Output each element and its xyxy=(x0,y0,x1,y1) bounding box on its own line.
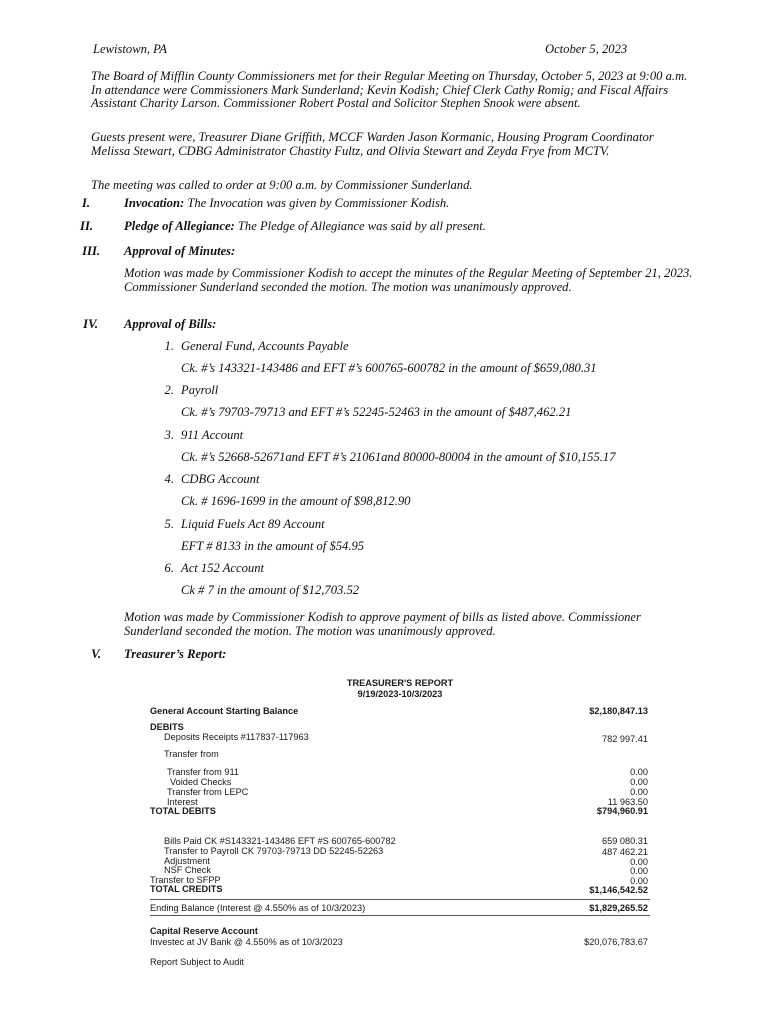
transfer-lepc-label: Transfer from LEPC xyxy=(167,787,249,797)
deposits-value: 782 997.41 xyxy=(602,734,648,744)
transfer-sfpp-value: 0.00 xyxy=(630,876,648,886)
section-title: Approval of Bills: xyxy=(124,317,217,331)
section-title: Treasurer’s Report: xyxy=(124,647,227,661)
bill-name: CDBG Account xyxy=(181,472,260,486)
transfer-911-label: Transfer from 911 xyxy=(167,767,239,777)
section-heading xyxy=(124,197,449,211)
bills-motion-text: Motion was made by Commissioner Kodish to approve payment of bills as listed above. Commissioner Sunderland seconded the motion. The motion was unanimously approved. xyxy=(124,610,641,638)
nsf-check-value: 0.00 xyxy=(630,866,648,876)
starting-balance-value: $2,180,847.13 xyxy=(589,706,648,716)
section-title: Pledge of Allegiance: xyxy=(124,219,235,233)
section-title: Approval of Minutes: xyxy=(124,244,236,258)
bills-paid-value: 659 080.31 xyxy=(602,836,648,846)
interest-label: Interest xyxy=(167,797,198,807)
bill-name: Act 152 Account xyxy=(181,561,265,575)
header-date: October 5, 2023 xyxy=(545,42,628,56)
section-number: IV. xyxy=(83,317,98,331)
section-number: I. xyxy=(81,196,90,210)
report-title: TREASURER'S REPORT xyxy=(346,678,454,688)
voided-checks-value: 0.00 xyxy=(630,777,648,787)
transfer-lepc-value: 0.00 xyxy=(630,787,648,797)
total-debits-label: TOTAL DEBITS xyxy=(150,806,216,816)
deposits-label: Deposits Receipts #117837-117963 xyxy=(164,732,309,742)
bill-detail: EFT # 8133 in the amount of $54.95 xyxy=(181,539,365,553)
bills-paid-label: Bills Paid CK #S143321-143486 EFT #S 600765-600782 xyxy=(164,836,396,846)
total-credits-value: $1,146,542.52 xyxy=(589,885,648,895)
transfer-payroll-value: 487 462.21 xyxy=(602,847,648,857)
invested-value: $20,076,783.67 xyxy=(584,937,648,947)
voided-checks-label: Voided Checks xyxy=(170,777,232,787)
bill-detail: Ck # 7 in the amount of $12,703.52 xyxy=(181,583,360,597)
bill-detail: Ck. # 1696-1699 in the amount of $98,812.90 xyxy=(181,494,411,508)
section-number: III. xyxy=(82,244,100,258)
section-number: II. xyxy=(80,219,93,233)
section-heading xyxy=(124,220,486,234)
bill-detail: Ck. #’s 143321-143486 and EFT #’s 600765-600782 in the amount of $659,080.31 xyxy=(181,361,597,375)
transfer-from-label: Transfer from xyxy=(164,749,219,759)
bill-detail: Ck. #’s 79703-79713 and EFT #’s 52245-52463 in the amount of $487,462.21 xyxy=(181,405,572,419)
bill-name: General Fund, Accounts Payable xyxy=(181,339,349,353)
section-number: V. xyxy=(91,647,101,661)
bill-number: 3. xyxy=(164,428,174,442)
guests-paragraph: Guests present were, Treasurer Diane Griffith, MCCF Warden Jason Kormanic, Housing Program Coordinator Melissa Stewart, CDBG Administrator Chastity Fultz, and Olivia Stewart and Zeyda Frye from MCTV. xyxy=(91,130,654,158)
minutes-motion-text: Motion was made by Commissioner Kodish to accept the minutes of the Regular Meeting of September 21, 2023. Commissioner Sunderland seconded the motion. The motion was unanimously approved. xyxy=(124,266,693,294)
nsf-check-label: NSF Check xyxy=(164,865,211,875)
transfer-911-value: 0.00 xyxy=(630,767,648,777)
attendance-paragraph: The Board of Mifflin County Commissioners met for their Regular Meeting on Thursday, October 5, 2023 at 9:00 a.m. In attendance were Commissioners Mark Sunderland; Kevin Kodish; Chief Clerk Cathy Romig; and Fiscal Affairs Assistant Charity Larson. Commissioner Robert Postal and Solicitor Stephen Snook were absent. xyxy=(91,69,688,111)
bill-number: 5. xyxy=(164,517,174,531)
bill-name: 911 Account xyxy=(181,428,244,442)
bill-number: 6. xyxy=(164,561,174,575)
audit-note: Report Subject to Audit xyxy=(150,957,244,967)
bill-detail: Ck. #’s 52668-52671and EFT #’s 21061and 80000-80004 in the amount of $10,155.17 xyxy=(181,450,616,464)
section-text: The Pledge of Allegiance was said by all present. xyxy=(234,219,486,233)
invested-label: Investec at JV Bank @ 4.550% as of 10/3/2023 xyxy=(150,937,343,947)
total-debits-value: $794,960.91 xyxy=(596,806,648,816)
transfer-sfpp-label: Transfer to SFPP xyxy=(150,875,221,885)
ending-balance-value: $1,829,265.52 xyxy=(589,903,648,913)
adjustment-value: 0.00 xyxy=(630,857,648,867)
divider-line xyxy=(150,915,650,916)
transfer-payroll-label: Transfer to Payroll CK 79703-79713 DD 52245-52263 xyxy=(164,846,384,856)
divider-line xyxy=(150,899,650,900)
bill-name: Payroll xyxy=(181,383,219,397)
ending-balance-label: Ending Balance (Interest @ 4.550% as of 10/3/2023) xyxy=(150,903,366,913)
adjustment-label: Adjustment xyxy=(164,856,210,866)
header-location: Lewistown, PA xyxy=(93,42,167,56)
bill-number: 2. xyxy=(164,383,174,397)
section-text: The Invocation was given by Commissioner Kodish. xyxy=(184,196,450,210)
bill-number: 4. xyxy=(164,472,174,486)
bill-number: 1. xyxy=(164,339,174,353)
starting-balance-label: General Account Starting Balance xyxy=(150,706,299,716)
capital-reserve-heading: Capital Reserve Account xyxy=(150,926,258,936)
debits-heading: DEBITS xyxy=(150,722,184,732)
section-title: Invocation: xyxy=(124,196,185,210)
bill-name: Liquid Fuels Act 89 Account xyxy=(181,517,325,531)
call-to-order-paragraph: The meeting was called to order at 9:00 a.m. by Commissioner Sunderland. xyxy=(91,178,473,192)
total-credits-label: TOTAL CREDITS xyxy=(150,884,223,894)
report-period: 9/19/2023-10/3/2023 xyxy=(357,689,443,699)
interest-value: 11 963.50 xyxy=(607,797,648,807)
